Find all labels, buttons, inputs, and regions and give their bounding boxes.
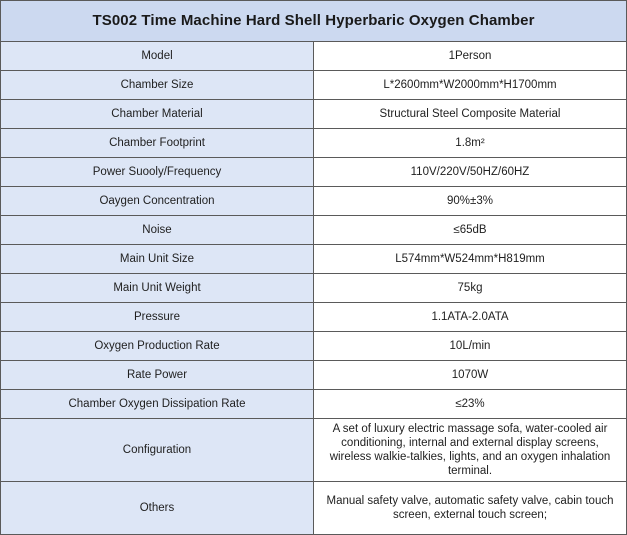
row-value-main-unit-weight: 75kg — [314, 274, 627, 303]
table-row — [1, 303, 627, 332]
row-label-dissipation-rate: Chamber Oxygen Dissipation Rate — [1, 390, 314, 419]
table-row — [1, 71, 627, 100]
table-row — [1, 129, 627, 158]
row-label-oxygen-concentration: Oaygen Concentration — [1, 187, 314, 216]
row-label-chamber-size: Chamber Size — [1, 71, 314, 100]
table-row — [1, 42, 627, 71]
row-value-power-supply: 110V/220V/50HZ/60HZ — [314, 158, 627, 187]
table-title: TS002 Time Machine Hard Shell Hyperbaric Oxygen Chamber — [1, 1, 627, 42]
table-row — [1, 216, 627, 245]
table-row — [1, 187, 627, 216]
row-label-oxygen-production-rate: Oxygen Production Rate — [1, 332, 314, 361]
row-label-configuration: Configuration — [1, 419, 314, 482]
row-value-chamber-material: Structural Steel Composite Material — [314, 100, 627, 129]
table-row — [1, 100, 627, 129]
table-row — [1, 332, 627, 361]
row-value-chamber-footprint: 1.8m² — [314, 129, 627, 158]
row-value-noise: ≤65dB — [314, 216, 627, 245]
table-row — [1, 419, 627, 482]
row-value-others: Manual safety valve, automatic safety valve, cabin touch screen, external touch screen; — [314, 482, 627, 535]
row-label-pressure: Pressure — [1, 303, 314, 332]
row-label-main-unit-size: Main Unit Size — [1, 245, 314, 274]
row-label-main-unit-weight: Main Unit Weight — [1, 274, 314, 303]
row-value-dissipation-rate: ≤23% — [314, 390, 627, 419]
row-value-oxygen-production-rate: 10L/min — [314, 332, 627, 361]
row-value-chamber-size: L*2600mm*W2000mm*H1700mm — [314, 71, 627, 100]
row-label-noise: Noise — [1, 216, 314, 245]
table-row — [1, 245, 627, 274]
row-label-others: Others — [1, 482, 314, 535]
row-label-rate-power: Rate Power — [1, 361, 314, 390]
row-value-model: 1Person — [314, 42, 627, 71]
table-row — [1, 274, 627, 303]
row-value-main-unit-size: L574mm*W524mm*H819mm — [314, 245, 627, 274]
row-value-configuration: A set of luxury electric massage sofa, water-cooled air conditioning, internal and external display screens, wireless walkie-talkies, lights, and an oxygen inhalation terminal. — [314, 419, 627, 482]
title-row — [1, 1, 627, 42]
row-label-chamber-footprint: Chamber Footprint — [1, 129, 314, 158]
table-row — [1, 361, 627, 390]
table-row — [1, 390, 627, 419]
table-row — [1, 482, 627, 535]
row-label-model: Model — [1, 42, 314, 71]
row-value-pressure: 1.1ATA-2.0ATA — [314, 303, 627, 332]
row-value-oxygen-concentration: 90%±3% — [314, 187, 627, 216]
table-row — [1, 158, 627, 187]
row-label-chamber-material: Chamber Material — [1, 100, 314, 129]
row-value-rate-power: 1070W — [314, 361, 627, 390]
row-label-power-supply: Power Suooly/Frequency — [1, 158, 314, 187]
